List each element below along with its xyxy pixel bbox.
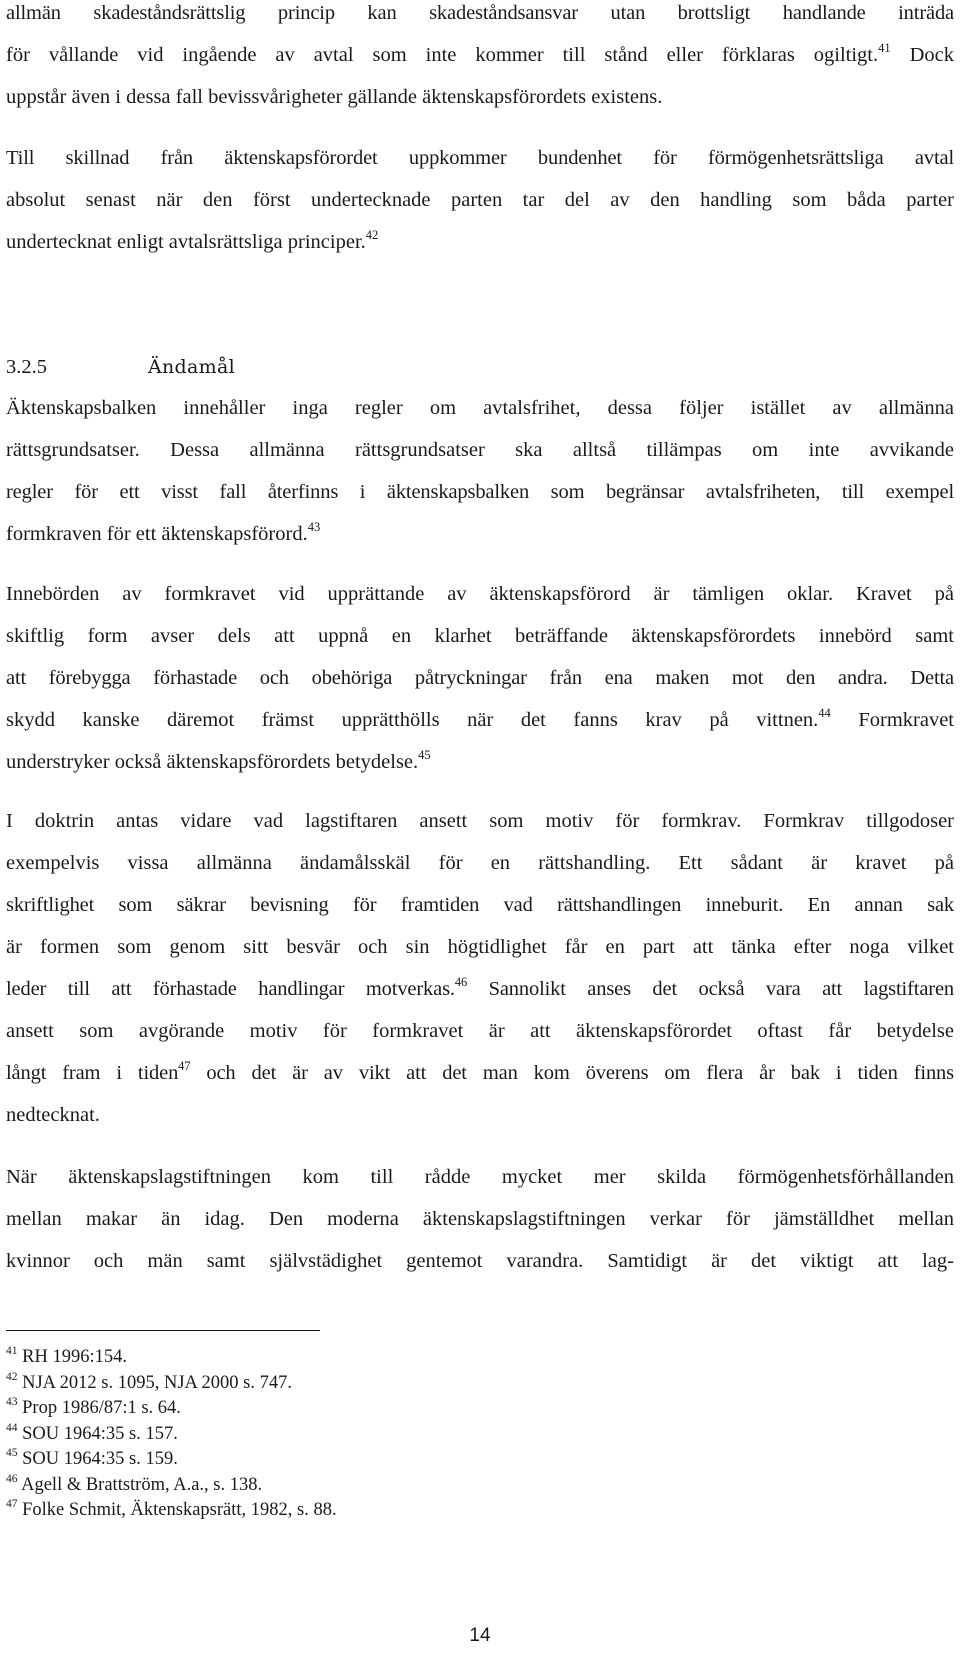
- text-line: Till skillnad från äktenskapsförordet uppkommer bundenhet för förmögenhetsrättsliga avtal: [6, 147, 954, 169]
- text-line: formkraven för ett äktenskapsförord.$^{43}$: [6, 520, 321, 545]
- paragraph: [6, 573, 954, 783]
- paragraph: [6, 1156, 954, 1282]
- footnote: $^{44}$ SOU 1964:35 s. 157.: [6, 1421, 178, 1444]
- footnote: $^{43}$ Prop 1986/87:1 s. 64.: [6, 1396, 181, 1418]
- footnote-ref: 41: [878, 41, 891, 55]
- paragraph: [6, 387, 954, 555]
- footnote: $^{42}$ NJA 2012 s. 1095, NJA 2000 s. 747.: [6, 1370, 292, 1393]
- text-line: mellan makar än idag. Den moderna äktenskapslagstiftningen verkar för jämställdhet mellan: [6, 1208, 954, 1230]
- text-line: Innebörden av formkravet vid upprättande av äktenskapsförord är tämligen oklar. Kravet på: [6, 583, 954, 605]
- footnote-ref: 47: [178, 1059, 191, 1073]
- footnote: $^{41}$ RH 1996:154.: [6, 1345, 127, 1367]
- text-line: understryker också äktenskapsförordets betydelse.$^{45}$: [6, 748, 431, 773]
- text-line: exempelvis vissa allmänna ändamålsskäl för en rättshandling. Ett sådant är kravet på: [6, 852, 954, 874]
- text-line: Äktenskapsbalken innehåller inga regler om avtalsfrihet, dessa följer istället av allmänna: [6, 397, 954, 419]
- footnote-ref: 42: [365, 228, 379, 242]
- footnote-ref: 45: [418, 748, 431, 762]
- section-number: 3.2.5: [6, 356, 47, 378]
- footnote-ref: 44: [818, 706, 831, 720]
- footnote-number: 44: [6, 1421, 18, 1434]
- paragraph: [6, 800, 954, 1136]
- text-line: nedtecknat.: [6, 1104, 100, 1126]
- text-line: rättsgrundsatser. Dessa allmänna rättsgrundsatser ska alltså tillämpas om inte avvikande: [6, 439, 954, 461]
- text-line: ansett som avgörande motiv för formkravet är att äktenskapsförordet oftast får betydelse: [6, 1020, 954, 1042]
- text-line: skiftlig form avser dels att uppnå en klarhet beträffande äktenskapsförordets innebörd samt: [6, 625, 954, 647]
- text-line: När äktenskapslagstiftningen kom till rådde mycket mer skilda förmögenhetsförhållanden: [6, 1166, 954, 1188]
- text-line: uppstår även i dessa fall bevissvårigheter gällande äktenskapsförordets existens.: [6, 86, 663, 108]
- section-title: Ändamål: [148, 356, 235, 378]
- footnote: $^{47}$ Folke Schmit, Äktenskapsrätt, 1982, s. 88.: [6, 1498, 337, 1520]
- text-line: skydd kanske däremot främst upprätthölls när det fanns krav på vittnen.$^{44}$ Formkravet: [6, 706, 954, 731]
- footnotes: [6, 1345, 706, 1524]
- text-line: undertecknat enligt avtalsrättsliga principer.$^{42}$: [6, 228, 379, 253]
- footnote-number: 46: [6, 1472, 18, 1485]
- text-line: kvinnor och män samt självstädighet gentemot varandra. Samtidigt är det viktigt att lag-: [6, 1250, 954, 1272]
- text-line: regler för ett visst fall återfinns i äktenskapsbalken som begränsar avtalsfriheten, till exempel: [6, 481, 954, 503]
- footnote-number: 41: [6, 1345, 18, 1357]
- footnote-number: 47: [6, 1498, 18, 1510]
- text-line: skriftlighet som säkrar bevisning för framtiden vad rättshandlingen inneburit. En annan sak: [6, 894, 954, 916]
- paragraph: [6, 137, 954, 263]
- footnote: $^{46}$ Agell & Brattström, A.a., s. 138.: [6, 1472, 263, 1495]
- section-heading: [6, 352, 235, 382]
- text-line: långt fram i tiden$^{47}$ och det är av vikt att det man kom överens om flera år bak i tiden finns: [6, 1059, 954, 1084]
- text-line: att förebygga förhastade och obehöriga påtryckningar från ena maken mot den andra. Detta: [6, 667, 954, 689]
- footnote: $^{45}$ SOU 1964:35 s. 159.: [6, 1447, 178, 1469]
- text-line: är formen som genom sitt besvär och sin högtidlighet får en part att tänka efter noga vilket: [6, 936, 954, 958]
- paragraph: [6, 0, 954, 118]
- footnote-number: 43: [6, 1396, 18, 1408]
- page-number: 14: [469, 1625, 491, 1646]
- footnote-ref: 43: [307, 520, 321, 534]
- text-line: I doktrin antas vidare vad lagstiftaren ansett som motiv för formkrav. Formkrav tillgodoser: [6, 810, 954, 832]
- text-line: för vållande vid ingående av avtal som inte kommer till stånd eller förklaras ogiltigt.$^{41}$ Dock: [6, 41, 955, 66]
- text-line: leder till att förhastade handlingar motverkas.$^{46}$ Sannolikt anses det också vara att lagstiftaren: [6, 975, 954, 1000]
- footnote-separator: [6, 1330, 320, 1331]
- footnote-number: 45: [6, 1447, 18, 1459]
- text-line: absolut senast när den först undertecknade parten tar del av den handling som båda parter: [6, 189, 954, 211]
- footnote-number: 42: [6, 1370, 18, 1383]
- text-line: allmän skadeståndsrättslig princip kan skadeståndsansvar utan brottsligt handlande inträda: [6, 2, 954, 24]
- footnote-ref: 46: [454, 975, 468, 989]
